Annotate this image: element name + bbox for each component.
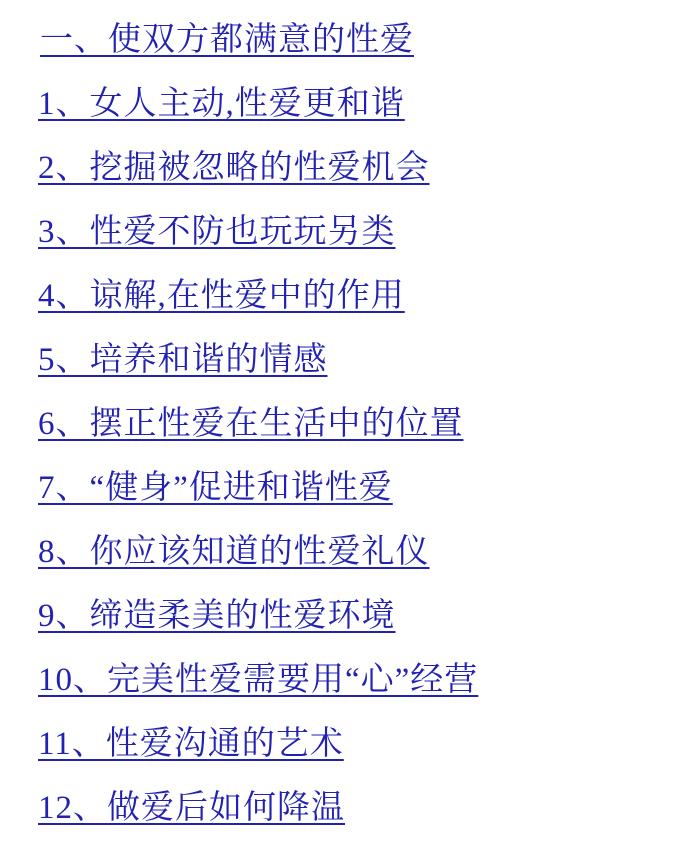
toc-link-item-2[interactable]: 2、挖掘被忽略的性爱机会 [38,150,430,186]
toc-link-item-4[interactable]: 4、谅解,在性爱中的作用 [38,278,405,314]
toc-link-item-10[interactable]: 10、完美性爱需要用“心”经营 [38,662,479,698]
toc-link-item-11[interactable]: 11、性爱沟通的艺术 [38,726,344,762]
toc-link-item-8[interactable]: 8、你应该知道的性爱礼仪 [38,534,430,570]
toc-link-item-9[interactable]: 9、缔造柔美的性爱环境 [38,598,396,634]
toc-link-item-12[interactable]: 12、做爱后如何降温 [38,790,345,826]
toc-link-item-7[interactable]: 7、“健身”促进和谐性爱 [38,470,393,506]
toc-link-section-1[interactable]: 一、使双方都满意的性爱 [40,22,414,58]
toc-link-item-5[interactable]: 5、培养和谐的情感 [38,342,328,378]
toc-link-item-3[interactable]: 3、性爱不防也玩玩另类 [38,214,396,250]
toc-link-item-1[interactable]: 1、女人主动,性爱更和谐 [38,86,405,122]
toc-link-item-6[interactable]: 6、摆正性爱在生活中的位置 [38,406,464,442]
